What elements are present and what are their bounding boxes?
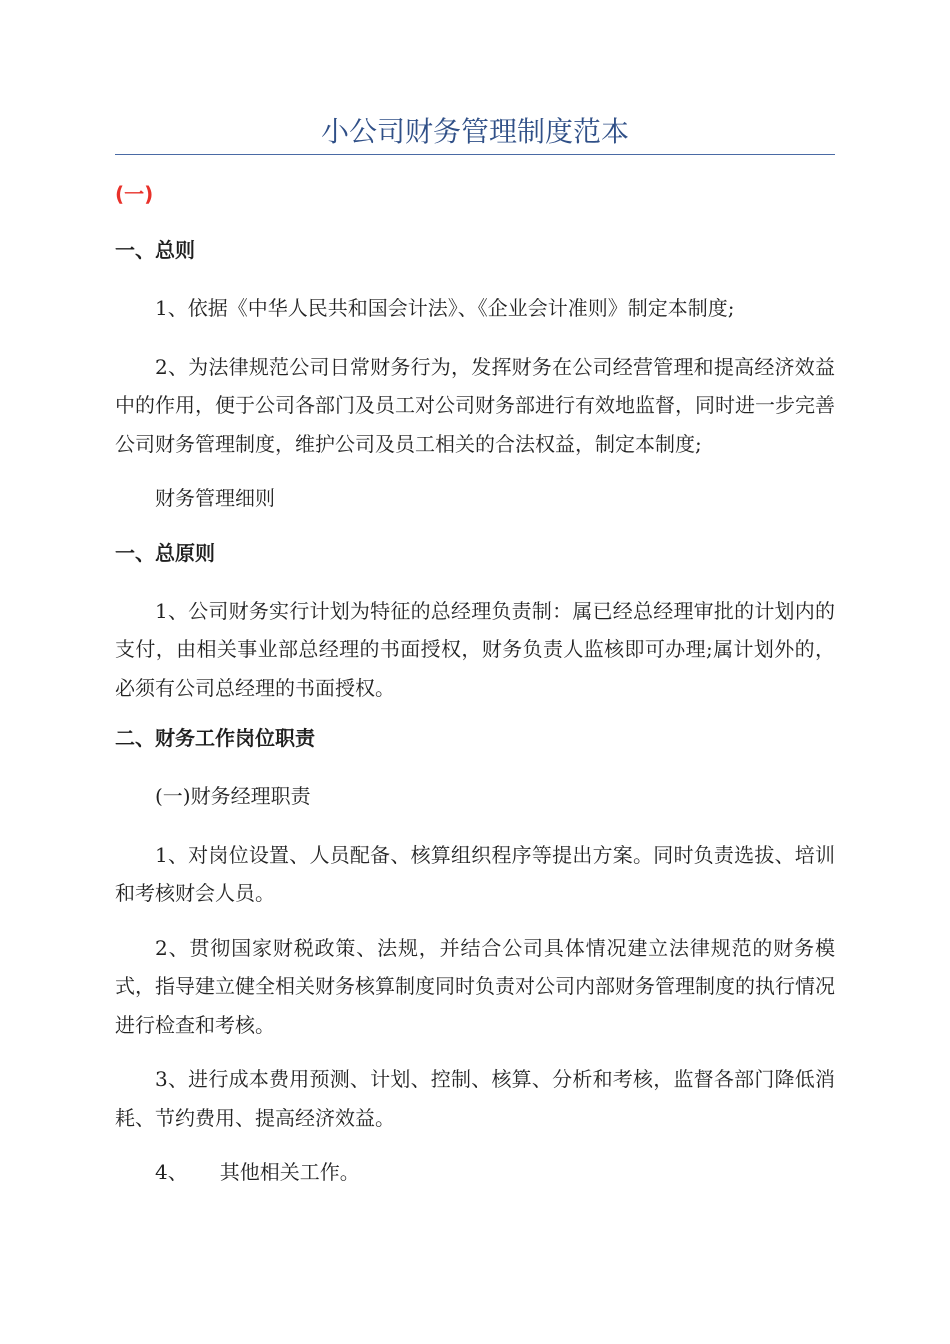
paragraph-subheading: (一)财务经理职责	[155, 784, 311, 808]
part-marker: (一)	[115, 182, 154, 206]
paragraph: 1、对岗位设置、人员配备、核算组织程序等提出方案。同时负责选拔、培训和考核财会人员。	[115, 842, 835, 905]
paragraph: 3、进行成本费用预测、计划、控制、核算、分析和考核，监督各部门降低消耗、节约费用、提高经济效益。	[115, 1067, 835, 1130]
paragraph-last-item	[115, 1153, 835, 1192]
title-underline	[115, 154, 835, 155]
document-title: 小公司财务管理制度范本	[320, 115, 629, 148]
paragraph: 2、为法律规范公司日常财务行为，发挥财务在公司经营管理和提高经济效益中的作用，便于公司各部门及员工对公司财务部进行有效地监督，同时进一步完善公司财务管理制度，维护公司及员工相关的合法权益，制定本制度;	[115, 354, 835, 456]
section-heading-duties: 二、财务工作岗位职责	[115, 726, 315, 750]
item-number: 4、	[155, 1160, 188, 1184]
paragraph: 2、贯彻国家财税政策、法规，并结合公司具体情况建立法律规范的财务模式，指导建立健全相关财务核算制度同时负责对公司内部财务管理制度的执行情况进行检查和考核。	[115, 935, 835, 1037]
paragraph: 1、公司财务实行计划为特征的总经理负责制：属已经总经理审批的计划内的支付，由相关事业部总经理的书面授权，财务负责人监核即可办理;属计划外的，必须有公司总经理的书面授权。	[115, 598, 835, 700]
paragraph-subtitle: 财务管理细则	[155, 486, 275, 510]
item-text: 其他相关工作。	[219, 1160, 360, 1184]
section-heading-principles: 一、总原则	[115, 540, 215, 565]
paragraph: 1、依据《中华人民共和国会计法》、《企业会计准则》制定本制度;	[155, 296, 735, 320]
section-heading-general: 一、总则	[115, 238, 195, 262]
